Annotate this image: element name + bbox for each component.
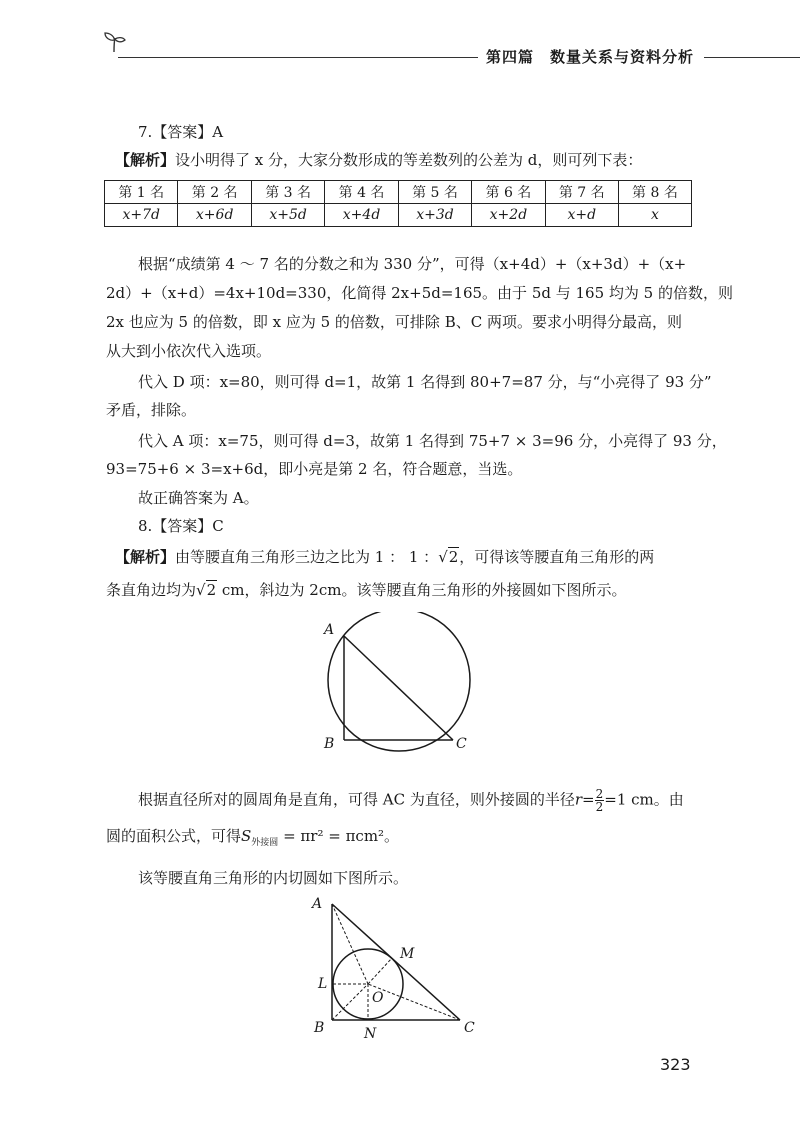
header-rule-left	[118, 57, 478, 58]
line-text: 条直角边均为	[106, 581, 197, 599]
q7-para3-line2: 93=75+6 × 3=x+6d，即小亮是第 2 名，符合题意，当选。	[106, 460, 523, 478]
line-text: = πr² = πcm²。	[278, 827, 400, 845]
page-header	[0, 0, 800, 80]
q8-line3: 根据直径所对的圆周角是直角，可得 AC 为直径，则外接圆的半径r= $\frac{2}{2}$ =1 cm。由	[138, 787, 684, 814]
analysis-tag: 【解析】	[115, 151, 176, 169]
table-cell: 第 1 名	[105, 181, 178, 204]
area-subscript: 外接圆	[251, 838, 279, 848]
vertex-label-c: C	[456, 736, 467, 752]
q7-para2-line1: 代入 D 项：x=80，则可得 d=1，故第 1 名得到 80+7=87 分，与“小亮得了 93 分”	[138, 373, 712, 391]
q7-para1-line3: 2x 也应为 5 的倍数，即 x 应为 5 的倍数，可排除 B、C 两项。要求小明得分最高，则	[106, 313, 682, 331]
table-cell: x+d	[545, 204, 618, 227]
sqrt-radicand: 2	[448, 548, 459, 566]
intro-text: 设小明得了 x 分，大家分数形成的等差数列的公差为 d，则可列下表：	[175, 151, 643, 169]
q7-para1-line4: 从大到小依次代入选项。	[106, 342, 272, 360]
table-cell: 第 3 名	[251, 181, 324, 204]
table-cell: 第 4 名	[325, 181, 398, 204]
table-header-row	[105, 181, 692, 204]
circumcircle	[328, 612, 470, 751]
sqrt-expression: √2	[196, 581, 217, 599]
point-label-m: M	[400, 946, 415, 962]
vertex-label-b: B	[324, 736, 335, 752]
header-rule-right	[704, 57, 800, 58]
bisector-a	[332, 904, 368, 984]
table-cell: 第 5 名	[398, 181, 471, 204]
line-text: cm，斜边为 2cm。该等腰直角三角形的外接圆如下图所示。	[217, 581, 627, 599]
table-cell: 第 6 名	[472, 181, 545, 204]
table-cell: x+3d	[398, 204, 471, 227]
vertex-label-a: A	[312, 896, 323, 912]
q8-line2	[106, 580, 626, 600]
table-cell: x+6d	[178, 204, 251, 227]
page-number: 323	[660, 1055, 691, 1074]
q7-conclusion: 故正确答案为 A。	[138, 489, 259, 507]
q8-line4: 圆的面积公式，可得$S_{外接圆} = \pi r^2 = \pi cm^2$。	[106, 827, 400, 848]
q7-answer: 7.【答案】A	[138, 123, 224, 141]
fraction-numerator: 2	[595, 787, 604, 801]
vertex-label-a: A	[324, 622, 335, 638]
table-cell: 第 8 名	[618, 181, 691, 204]
point-label-n: N	[364, 1026, 377, 1042]
line-text: =1 cm。由	[604, 790, 684, 809]
hypotenuse-ac	[344, 636, 453, 740]
radius-om	[368, 958, 392, 984]
line-text: 圆的面积公式，可得	[106, 827, 242, 845]
incircle-figure	[308, 892, 488, 1042]
table-cell: 第 7 名	[545, 181, 618, 204]
radius-variable: r	[574, 790, 583, 809]
ranking-table	[104, 180, 692, 227]
table-cell: x+2d	[472, 204, 545, 227]
fraction	[595, 788, 605, 813]
vertex-label-b: B	[314, 1020, 325, 1036]
table-cell: 第 2 名	[178, 181, 251, 204]
point-label-l: L	[318, 976, 328, 992]
table-cell: x	[618, 204, 691, 227]
analysis-tag: 【解析】	[115, 548, 176, 566]
q7-para1-line2: 2d）+（x+d）=4x+10d=330，化简得 2x+5d=165。由于 5d 与 165 均为 5 的倍数，则	[106, 284, 733, 302]
line-text: 根据直径所对的圆周角是直角，可得 AC 为直径，则外接圆的半径	[138, 790, 575, 809]
q8-line5: 该等腰直角三角形的内切圆如下图所示。	[138, 869, 409, 887]
q7-para3-line1: 代入 A 项：x=75，则可得 d=3，故第 1 名得到 75+7 × 3=96 分，小亮得了 93 分，	[138, 432, 727, 450]
q8-line1	[115, 547, 654, 567]
center-label-o: O	[372, 990, 384, 1006]
sqrt-expression: √2	[438, 548, 459, 566]
q7-analysis-intro	[115, 150, 642, 170]
fraction-denominator: 2	[595, 800, 604, 814]
table-value-row	[105, 204, 692, 227]
table-cell: x+7d	[105, 204, 178, 227]
line-text: 由等腰直角三角形三边之比为 1 ： 1 ：	[175, 548, 439, 566]
table-cell: x+5d	[251, 204, 324, 227]
header-title: 第四篇 数量关系与资料分析	[486, 48, 695, 66]
line-text: ，可得该等腰直角三角形的两	[459, 548, 655, 566]
vertex-label-c: C	[464, 1020, 475, 1036]
q7-para1-line1: 根据“成绩第 4 ～ 7 名的分数之和为 330 分”，可得（x+4d）+（x+3d）+（x+	[138, 255, 687, 273]
table-cell: x+4d	[325, 204, 398, 227]
q8-answer: 8.【答案】C	[138, 517, 224, 535]
q7-para2-line2: 矛盾，排除。	[106, 401, 197, 419]
circumcircle-figure	[310, 612, 500, 762]
sqrt-radicand: 2	[206, 581, 217, 599]
sprout-icon	[102, 28, 128, 54]
